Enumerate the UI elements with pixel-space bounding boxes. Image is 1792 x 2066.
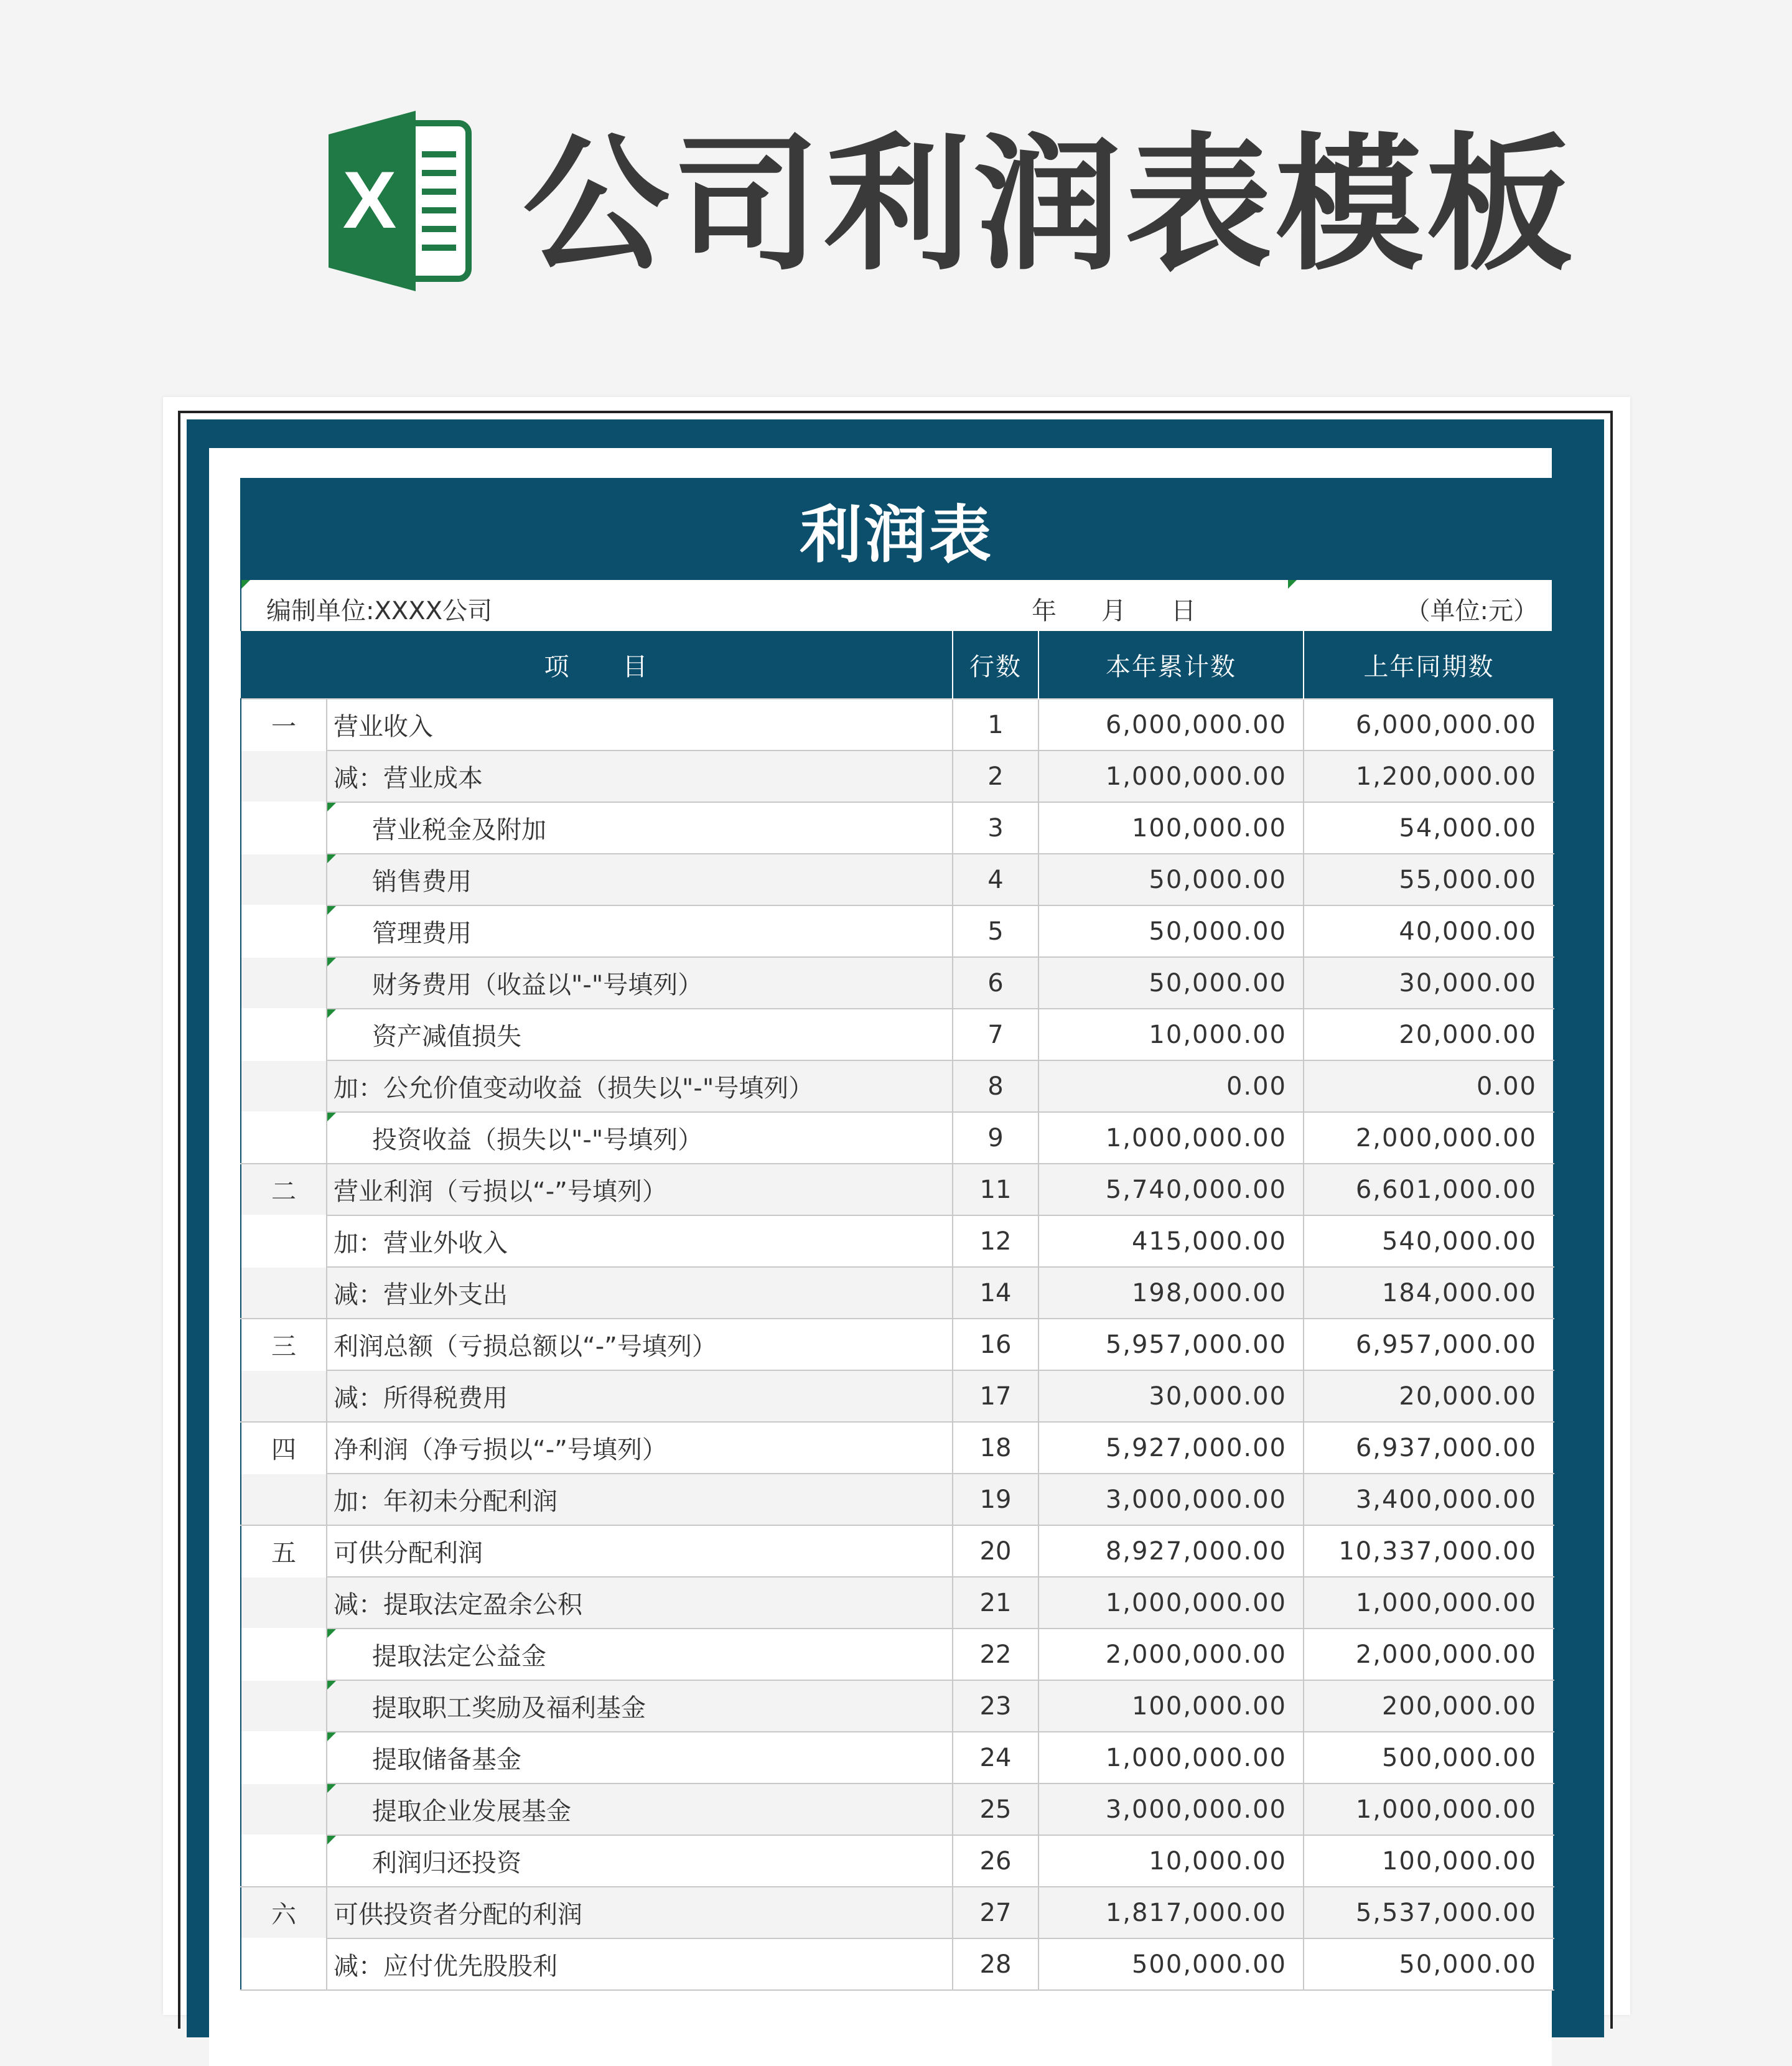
row-previous-cell[interactable]: 40,000.00 [1304, 905, 1554, 957]
cell-note-marker [327, 854, 336, 863]
row-item-cell[interactable]: 营业税金及附加 [327, 802, 953, 854]
row-index-cell[interactable] [241, 905, 327, 957]
row-line-cell[interactable]: 22 [953, 1629, 1038, 1680]
row-current-cell[interactable]: 100,000.00 [1038, 1680, 1304, 1732]
row-previous-cell[interactable]: 1,000,000.00 [1304, 1783, 1554, 1835]
row-index-cell[interactable] [241, 750, 327, 802]
row-current-cell[interactable]: 415,000.00 [1038, 1215, 1304, 1267]
row-line-cell[interactable]: 3 [953, 802, 1038, 854]
row-line-cell[interactable]: 20 [953, 1525, 1038, 1577]
row-current-cell[interactable]: 10,000.00 [1038, 1835, 1304, 1887]
row-line-cell[interactable]: 23 [953, 1680, 1038, 1732]
row-previous-cell[interactable]: 55,000.00 [1304, 854, 1554, 905]
company-label: 编制单位:XXXX公司 [266, 597, 493, 625]
income-statement-sheet [240, 478, 1553, 1991]
table-row [241, 750, 1554, 802]
column-header-line: 行数 [953, 631, 1038, 699]
row-item-cell[interactable]: 营业利润（亏损以“-”号填列） [327, 1164, 953, 1215]
table-row [241, 1319, 1554, 1370]
row-item-cell[interactable]: 利润总额（亏损总额以“-”号填列） [327, 1319, 953, 1370]
row-current-cell[interactable]: 1,000,000.00 [1038, 1732, 1304, 1783]
row-index-cell[interactable] [241, 1215, 327, 1267]
row-index-cell[interactable] [241, 1732, 327, 1783]
row-previous-cell[interactable]: 20,000.00 [1304, 1370, 1554, 1422]
row-item-cell[interactable]: 减：应付优先股股利 [327, 1938, 953, 1990]
table-row [241, 699, 1554, 750]
row-previous-cell[interactable]: 3,400,000.00 [1304, 1474, 1554, 1525]
column-header-item: 项 目 [241, 631, 953, 699]
row-previous-cell[interactable]: 6,601,000.00 [1304, 1164, 1554, 1215]
row-item-cell[interactable]: 财务费用（收益以"-"号填列） [327, 957, 953, 1009]
page-title: 公司利润表模板 [523, 119, 1577, 291]
row-item-cell[interactable]: 提取企业发展基金 [327, 1783, 953, 1835]
row-previous-cell[interactable]: 100,000.00 [1304, 1835, 1554, 1887]
table-row [241, 802, 1554, 854]
date-month-label: 月 [1101, 597, 1126, 625]
row-current-cell[interactable]: 8,927,000.00 [1038, 1525, 1304, 1577]
row-current-cell[interactable]: 500,000.00 [1038, 1938, 1304, 1990]
row-index-cell[interactable]: 四 [241, 1422, 327, 1474]
cell-note-marker [1288, 580, 1297, 589]
row-line-cell[interactable]: 27 [953, 1887, 1038, 1938]
row-item-cell[interactable]: 利润归还投资 [327, 1835, 953, 1887]
table-row [241, 1732, 1554, 1783]
table-row [241, 1215, 1554, 1267]
page-header [0, 0, 1792, 373]
row-previous-cell[interactable]: 200,000.00 [1304, 1680, 1554, 1732]
cell-note-marker [327, 958, 336, 966]
table-row [241, 1164, 1554, 1215]
row-current-cell[interactable]: 50,000.00 [1038, 957, 1304, 1009]
row-line-cell[interactable]: 7 [953, 1009, 1038, 1060]
row-index-cell[interactable]: 五 [241, 1525, 327, 1577]
excel-icon [329, 111, 472, 291]
row-index-cell[interactable] [241, 957, 327, 1009]
row-index-cell[interactable]: 二 [241, 1164, 327, 1215]
row-current-cell[interactable]: 5,927,000.00 [1038, 1422, 1304, 1474]
row-previous-cell[interactable]: 1,200,000.00 [1304, 750, 1554, 802]
row-item-cell[interactable]: 销售费用 [327, 854, 953, 905]
table-row [241, 1835, 1554, 1887]
row-current-cell[interactable]: 5,740,000.00 [1038, 1164, 1304, 1215]
table-row [241, 1577, 1554, 1629]
row-line-cell[interactable]: 26 [953, 1835, 1038, 1887]
row-line-cell[interactable]: 8 [953, 1060, 1038, 1112]
row-item-cell[interactable]: 投资收益（损失以"-"号填列） [327, 1112, 953, 1164]
cell-note-marker [327, 1629, 336, 1638]
row-index-cell[interactable] [241, 1370, 327, 1422]
row-line-cell[interactable]: 5 [953, 905, 1038, 957]
row-previous-cell[interactable]: 0.00 [1304, 1060, 1554, 1112]
row-line-cell[interactable]: 14 [953, 1267, 1038, 1319]
table-row [241, 1887, 1554, 1938]
row-line-cell[interactable]: 17 [953, 1370, 1038, 1422]
cell-note-marker [327, 1113, 336, 1121]
row-item-cell[interactable]: 可供分配利润 [327, 1525, 953, 1577]
cell-note-marker [327, 1009, 336, 1018]
table-row [241, 1680, 1554, 1732]
cell-note-marker [327, 1784, 336, 1793]
row-item-cell[interactable]: 提取储备基金 [327, 1732, 953, 1783]
row-line-cell[interactable]: 6 [953, 957, 1038, 1009]
row-current-cell[interactable]: 198,000.00 [1038, 1267, 1304, 1319]
table-row [241, 1060, 1554, 1112]
row-line-cell[interactable]: 18 [953, 1422, 1038, 1474]
row-line-cell[interactable]: 12 [953, 1215, 1038, 1267]
row-line-cell[interactable]: 28 [953, 1938, 1038, 1990]
cell-note-marker [327, 1732, 336, 1741]
row-index-cell[interactable] [241, 1783, 327, 1835]
row-item-cell[interactable]: 减：营业外支出 [327, 1267, 953, 1319]
table-row [241, 957, 1554, 1009]
row-previous-cell[interactable]: 30,000.00 [1304, 957, 1554, 1009]
row-current-cell[interactable]: 1,000,000.00 [1038, 1577, 1304, 1629]
row-previous-cell[interactable]: 6,937,000.00 [1304, 1422, 1554, 1474]
table-row [241, 1370, 1554, 1422]
table-row [241, 1267, 1554, 1319]
row-current-cell[interactable]: 3,000,000.00 [1038, 1783, 1304, 1835]
row-index-cell[interactable] [241, 854, 327, 905]
row-item-cell[interactable]: 减：所得税费用 [327, 1370, 953, 1422]
row-line-cell[interactable]: 1 [953, 699, 1038, 750]
row-index-cell[interactable]: 六 [241, 1887, 327, 1938]
row-line-cell[interactable]: 9 [953, 1112, 1038, 1164]
row-line-cell[interactable]: 21 [953, 1577, 1038, 1629]
row-index-cell[interactable] [241, 1474, 327, 1525]
row-item-cell[interactable]: 加：公允价值变动收益（损失以"-"号填列） [327, 1060, 953, 1112]
row-previous-cell[interactable]: 5,537,000.00 [1304, 1887, 1554, 1938]
row-line-cell[interactable]: 25 [953, 1783, 1038, 1835]
table-row [241, 854, 1554, 905]
row-current-cell[interactable]: 1,000,000.00 [1038, 750, 1304, 802]
row-item-cell[interactable]: 加：营业外收入 [327, 1215, 953, 1267]
row-previous-cell[interactable]: 20,000.00 [1304, 1009, 1554, 1060]
table-row [241, 1783, 1554, 1835]
row-previous-cell[interactable]: 6,957,000.00 [1304, 1319, 1554, 1370]
row-previous-cell[interactable]: 6,000,000.00 [1304, 699, 1554, 750]
column-header-current: 本年累计数 [1038, 631, 1304, 699]
row-item-cell[interactable]: 提取职工奖励及福利基金 [327, 1680, 953, 1732]
row-index-cell[interactable] [241, 1835, 327, 1887]
row-line-cell[interactable]: 4 [953, 854, 1038, 905]
row-index-cell[interactable] [241, 1629, 327, 1680]
row-item-cell[interactable]: 净利润（净亏损以“-”号填列） [327, 1422, 953, 1474]
row-index-cell[interactable] [241, 1577, 327, 1629]
table-row [241, 1938, 1554, 1990]
date-day-label: 日 [1171, 597, 1196, 625]
row-index-cell[interactable] [241, 1060, 327, 1112]
table-row [241, 1629, 1554, 1680]
row-current-cell[interactable]: 50,000.00 [1038, 905, 1304, 957]
row-previous-cell[interactable]: 50,000.00 [1304, 1938, 1554, 1990]
row-line-cell[interactable]: 16 [953, 1319, 1038, 1370]
row-index-cell[interactable] [241, 1267, 327, 1319]
row-index-cell[interactable]: 一 [241, 699, 327, 750]
cell-note-marker [241, 580, 250, 589]
cell-note-marker [327, 906, 336, 915]
date-year-label: 年 [1032, 597, 1057, 625]
row-index-cell[interactable] [241, 1680, 327, 1732]
row-current-cell[interactable]: 10,000.00 [1038, 1009, 1304, 1060]
sheet-title: 利润表 [240, 478, 1553, 580]
row-current-cell[interactable]: 30,000.00 [1038, 1370, 1304, 1422]
table-header-row [241, 631, 1554, 699]
row-item-cell[interactable]: 营业收入 [327, 699, 953, 750]
column-header-previous: 上年同期数 [1304, 631, 1554, 699]
row-item-cell[interactable]: 可供投资者分配的利润 [327, 1887, 953, 1938]
row-item-cell[interactable]: 减：提取法定盈余公积 [327, 1577, 953, 1629]
row-previous-cell[interactable]: 54,000.00 [1304, 802, 1554, 854]
sheet-meta-row [240, 580, 1553, 631]
cell-note-marker [327, 1681, 336, 1690]
row-current-cell[interactable]: 1,000,000.00 [1038, 1112, 1304, 1164]
table-row [241, 1009, 1554, 1060]
row-line-cell[interactable]: 11 [953, 1164, 1038, 1215]
row-previous-cell[interactable]: 184,000.00 [1304, 1267, 1554, 1319]
row-item-cell[interactable]: 减：营业成本 [327, 750, 953, 802]
row-index-cell[interactable] [241, 802, 327, 854]
row-current-cell[interactable]: 50,000.00 [1038, 854, 1304, 905]
row-previous-cell[interactable]: 500,000.00 [1304, 1732, 1554, 1783]
row-item-cell[interactable]: 提取法定公益金 [327, 1629, 953, 1680]
row-index-cell[interactable]: 三 [241, 1319, 327, 1370]
row-previous-cell[interactable]: 1,000,000.00 [1304, 1577, 1554, 1629]
row-current-cell[interactable]: 1,817,000.00 [1038, 1887, 1304, 1938]
row-line-cell[interactable]: 24 [953, 1732, 1038, 1783]
row-previous-cell[interactable]: 2,000,000.00 [1304, 1112, 1554, 1164]
row-line-cell[interactable]: 2 [953, 750, 1038, 802]
row-previous-cell[interactable]: 2,000,000.00 [1304, 1629, 1554, 1680]
excel-logo-letter: X [342, 154, 397, 245]
table-row [241, 1525, 1554, 1577]
unit-label: （单位:元） [1405, 597, 1538, 625]
row-previous-cell[interactable]: 540,000.00 [1304, 1215, 1554, 1267]
cell-note-marker [327, 1836, 336, 1844]
row-index-cell[interactable] [241, 1938, 327, 1990]
row-current-cell[interactable]: 6,000,000.00 [1038, 699, 1304, 750]
cell-note-marker [327, 803, 336, 811]
table-row [241, 1112, 1554, 1164]
row-index-cell[interactable] [241, 1112, 327, 1164]
table-row [241, 1474, 1554, 1525]
row-line-cell[interactable]: 19 [953, 1474, 1038, 1525]
row-item-cell[interactable]: 管理费用 [327, 905, 953, 957]
table-row [241, 1422, 1554, 1474]
row-current-cell[interactable]: 5,957,000.00 [1038, 1319, 1304, 1370]
row-current-cell[interactable]: 3,000,000.00 [1038, 1474, 1304, 1525]
table-row [241, 905, 1554, 957]
row-item-cell[interactable]: 资产减值损失 [327, 1009, 953, 1060]
row-index-cell[interactable] [241, 1009, 327, 1060]
row-current-cell[interactable]: 100,000.00 [1038, 802, 1304, 854]
row-item-cell[interactable]: 加：年初未分配利润 [327, 1474, 953, 1525]
income-statement-table [240, 631, 1554, 1991]
row-previous-cell[interactable]: 10,337,000.00 [1304, 1525, 1554, 1577]
row-current-cell[interactable]: 2,000,000.00 [1038, 1629, 1304, 1680]
row-current-cell[interactable]: 0.00 [1038, 1060, 1304, 1112]
